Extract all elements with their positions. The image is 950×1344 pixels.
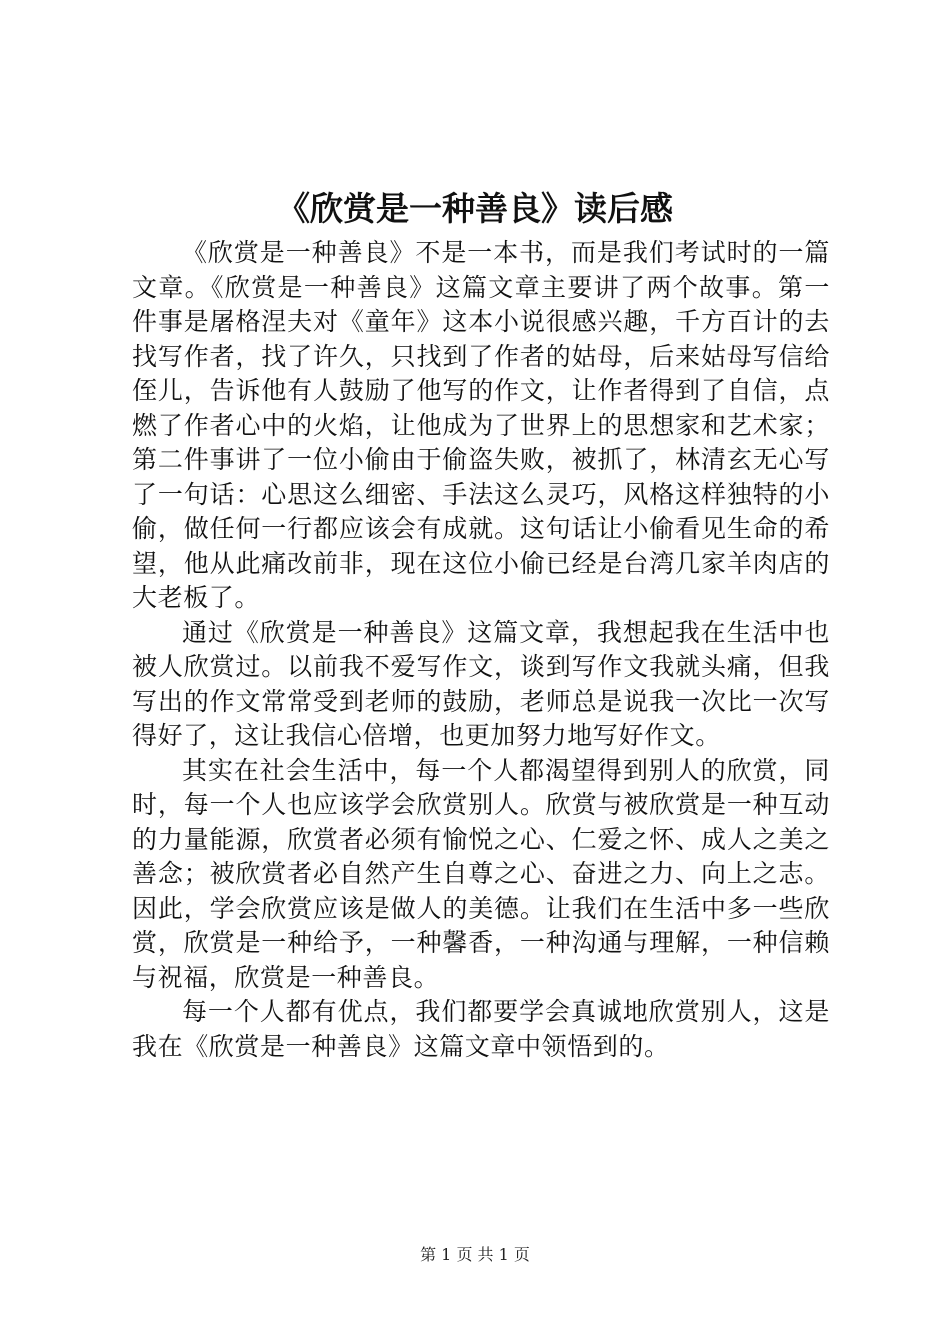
document-title: 《欣赏是一种善良》读后感 xyxy=(277,189,673,228)
document-body xyxy=(132,236,830,1064)
paragraph-1: 《欣赏是一种善良》不是一本书，而是我们考试时的一篇文章。《欣赏是一种善良》这篇文章主要讲了两个故事。第一件事是屠格涅夫对《童年》这本小说很感兴趣，千方百计的去找写作者，找了许久，只找到了作者的姑母，后来姑母写信给侄儿，告诉他有人鼓励了他写的作文，让作者得到了自信，点燃了作者心中的火焰，让他成为了世界上的思想家和艺术家；第二件事讲了一位小偷由于偷盗失败，被抓了，林清玄无心写了一句话：心思这么细密、手法这么灵巧，风格这样独特的小偷，做任何一行都应该会有成就。这句话让小偷看见生命的希望，他从此痛改前非，现在这位小偷已经是台湾几家羊肉店的大老板了。 xyxy=(132,238,830,612)
paragraph-4: 每一个人都有优点，我们都要学会真诚地欣赏别人，这是我在《欣赏是一种善良》这篇文章中领悟到的。 xyxy=(132,997,830,1061)
paragraph-3: 其实在社会生活中，每一个人都渴望得到别人的欣赏，同时，每一个人也应该学会欣赏别人。欣赏与被欣赏是一种互动的力量能源，欣赏者必须有愉悦之心、仁爱之怀、成人之美之善念；被欣赏者必自然产生自尊之心、奋进之力、向上之志。因此，学会欣赏应该是做人的美德。让我们在生活中多一些欣赏，欣赏是一种给予，一种馨香，一种沟通与理解，一种信赖与祝福，欣赏是一种善良。 xyxy=(132,755,830,992)
paragraph-2: 通过《欣赏是一种善良》这篇文章，我想起我在生活中也被人欣赏过。以前我不爱写作文，谈到写作文我就头痛，但我写出的作文常常受到老师的鼓励，老师总是说我一次比一次写得好了，这让我信心倍增，也更加努力地写好作文。 xyxy=(132,617,830,750)
page-number-footer: 第 1 页 共 1 页 xyxy=(420,1245,530,1264)
